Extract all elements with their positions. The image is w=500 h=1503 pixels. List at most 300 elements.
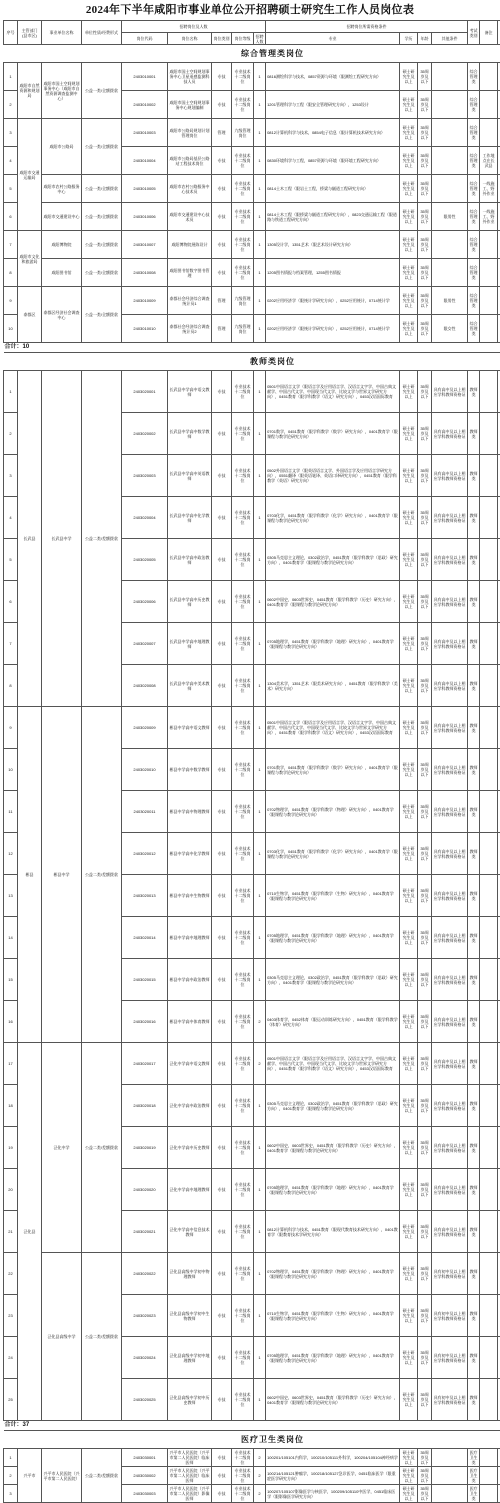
other-cell: 具有高中及以上相应学科教师资格证: [432, 791, 468, 833]
remark-cell: [480, 1085, 498, 1127]
post-cell: 泾化县高级中学初中物理教师: [168, 1253, 212, 1295]
category-cell: 专技: [212, 1337, 232, 1379]
category-cell: 专技: [212, 1485, 232, 1503]
post-cell: 咸阳图书馆数字图书管理: [168, 259, 212, 287]
remark-cell: [480, 119, 498, 147]
section-header-row: [4, 45, 500, 63]
seq-cell: 18: [4, 1085, 18, 1127]
education-cell: 硕士研究生及以上: [400, 1253, 418, 1295]
education-cell: 硕士研究生及以上: [400, 1485, 418, 1503]
post-cell: 泾化中学高中信息技术教师: [168, 1211, 212, 1253]
major-cell: 0702物理学，0451教育（限学科教学（物理）研究方向），0401教育学（限课程与教学论研究方向）: [266, 1253, 400, 1295]
seq-cell: 1: [4, 1449, 18, 1467]
code-cell: 2403010008: [122, 259, 168, 287]
category-cell: 专技: [212, 1085, 232, 1127]
other-cell: [432, 91, 468, 119]
post-cell: 兴平市人民医院（兴平市第二人民医院）影像医师: [168, 1485, 212, 1503]
seq-cell: 6: [4, 203, 18, 231]
other-cell: 具有初中及以上相应学科教师资格证: [432, 1295, 468, 1337]
count-cell: 1: [254, 749, 266, 791]
code-cell: 2403010001: [122, 63, 168, 91]
post-cell: 咸阳市公路局基层公路站工程技术岗位: [168, 147, 212, 175]
seq-cell: 21: [4, 1211, 18, 1253]
other-cell: [432, 119, 468, 147]
major-cell: 1201管理科学与工程（限安全管理研究方向），1253设计: [266, 91, 400, 119]
other-cell: 具有高中及以上相应学科教师资格证: [432, 707, 468, 749]
exam-cell: 教师类: [468, 581, 480, 623]
exam-cell: 综合管理类: [468, 259, 480, 287]
exam-cell: 综合管理类: [468, 231, 480, 259]
major-cell: 0710生物学，0451教育（限学科教学（生物）研究方向），0401教育学（限课程与教学论研究方向）: [266, 1295, 400, 1337]
table-body: [4, 45, 500, 1503]
other-cell: 具有高中及以上相应学科教师资格证: [432, 917, 468, 959]
count-cell: 1: [254, 287, 266, 315]
funding-cell: 公益一类/全额拨款: [82, 259, 122, 287]
remark-cell: [480, 259, 498, 287]
post-cell: 彬县中学高中生物教师: [168, 875, 212, 917]
major-cell: 100207/105107影像医学与核医学，100209/105110中医学，0451临床医学（限影像医学研究方向）: [266, 1485, 400, 1503]
age-cell: 35周岁及以下: [418, 63, 432, 91]
seq-cell: 3: [4, 119, 18, 147]
other-cell: 具有高中及以上相应学科教师资格证: [432, 581, 468, 623]
unit-cell: 咸阳图书馆: [42, 259, 82, 287]
dept-cell: 咸阳市交通运输局: [18, 119, 42, 231]
seq-cell: 8: [4, 665, 18, 707]
remark-cell: [480, 1379, 498, 1421]
unit-cell: 咸阳市国土空间规划事务中心（咸阳市自然资源调查监测中心）: [42, 63, 82, 119]
funding-cell: 公益二类/差额拨款: [82, 1253, 122, 1421]
education-cell: 硕士研究生及以上: [400, 413, 418, 455]
post-cell: 咸阳市国土空间规划事务中心规划编制: [168, 91, 212, 119]
major-cell: 0501中国语言文学（限语言学及应用语言学、汉语言文字学、中国古典文献学、中国古代文学、中国现当代文学、比较文学与世界文学研究方向），0451教育（限学科教学（语文）研究方向），0453汉语国际教育: [266, 707, 400, 749]
category-cell: 专技: [212, 455, 232, 497]
count-cell: 2: [254, 1001, 266, 1043]
age-cell: 35周岁及以下: [418, 833, 432, 875]
count-cell: 2: [254, 1485, 266, 1503]
level-cell: 九级管理岗位: [232, 315, 254, 343]
age-cell: 35周岁及以下: [418, 581, 432, 623]
code-cell: 2403020006: [122, 581, 168, 623]
remark-cell: [480, 539, 498, 581]
major-cell: 0202应用经济学（限统计学研究方向），0252应用统计，0714统计学: [266, 315, 400, 343]
post-cell: 咸阳市公路局规划计划管理岗位: [168, 119, 212, 147]
unit-cell: 咸阳市农村公路服务中心: [42, 175, 82, 203]
category-cell: 专技: [212, 1449, 232, 1467]
category-cell: 专技: [212, 371, 232, 413]
remark-cell: 一线施工、野外作业: [480, 175, 498, 203]
level-cell: 专业技术十二级岗位: [232, 539, 254, 581]
code-cell: 2403020012: [122, 833, 168, 875]
header-remark: 备注: [480, 21, 498, 45]
post-cell: 泾化中学高中政治教师: [168, 1085, 212, 1127]
page-title: 2024年下半年咸阳市事业单位公开招聘硕士研究生工作人员岗位表: [0, 0, 500, 20]
exam-cell: 教师类: [468, 959, 480, 1001]
education-cell: 硕士研究生及以上: [400, 875, 418, 917]
age-cell: 35周岁及以下: [418, 1085, 432, 1127]
seq-cell: 10: [4, 315, 18, 343]
exam-cell: 综合管理类: [468, 203, 480, 231]
count-cell: 1: [254, 959, 266, 1001]
category-cell: 专技: [212, 749, 232, 791]
remark-cell: [480, 917, 498, 959]
remark-cell: [480, 707, 498, 749]
header-group-requirements: 招聘岗位所需资格条件: [266, 21, 468, 33]
code-cell: 2403020003: [122, 455, 168, 497]
level-cell: 专业技术十二级岗位: [232, 791, 254, 833]
post-cell: 彬县中学高中物理教师: [168, 791, 212, 833]
post-cell: 泾化中学高中语文教师: [168, 1043, 212, 1085]
total-row: [4, 343, 500, 353]
level-cell: 专业技术十二级岗位: [232, 1485, 254, 1503]
age-cell: 35周岁及以下: [418, 1379, 432, 1421]
code-cell: 2403020009: [122, 707, 168, 749]
dept-cell: 兴平市: [18, 1449, 42, 1503]
category-cell: 管理: [212, 315, 232, 343]
education-cell: 硕士研究生及以上: [400, 707, 418, 749]
major-cell: 0703化学，0451教育（限学科教学（化学）研究方向），0401教育学（限课程与教学论研究方向）: [266, 497, 400, 539]
count-cell: 1: [254, 315, 266, 343]
level-cell: 专业技术十二级岗位: [232, 749, 254, 791]
seq-cell: 11: [4, 791, 18, 833]
header-count: 招聘人数: [254, 33, 266, 45]
exam-cell: 教师类: [468, 1085, 480, 1127]
remark-cell: [480, 91, 498, 119]
level-cell: 专业技术十二级岗位: [232, 917, 254, 959]
positions-table: [3, 20, 500, 1503]
unit-cell: 泰都区经济社会调查中心: [42, 287, 82, 343]
unit-cell: 咸阳市交通建设中心: [42, 203, 82, 231]
funding-cell: 公益一类/全额拨款: [82, 63, 122, 119]
remark-cell: [480, 959, 498, 1001]
exam-cell: 教师类: [468, 1169, 480, 1211]
age-cell: 35周岁及以下: [418, 1001, 432, 1043]
category-cell: 专技: [212, 1379, 232, 1421]
count-cell: 1: [254, 623, 266, 665]
seq-cell: 22: [4, 1253, 18, 1295]
level-cell: 专业技术十二级岗位: [232, 413, 254, 455]
category-cell: 专技: [212, 1467, 232, 1485]
code-cell: 2403020022: [122, 1253, 168, 1295]
post-cell: 彬县中学高中政治教师: [168, 959, 212, 1001]
major-cell: 0502外国语言文学（限英语语言文学、外国语言学及应用语言学研究方向），0551翻译（限英语笔译、英语口译研究方向），0451教育（限学科教学（英语）研究方向）: [266, 455, 400, 497]
education-cell: 硕士研究生及以上: [400, 791, 418, 833]
header-post: 岗位名称: [168, 33, 212, 45]
post-cell: 泰都社会经济综合调查统计员1: [168, 287, 212, 315]
level-cell: 专业技术十二级岗位: [232, 203, 254, 231]
exam-cell: 教师类: [468, 707, 480, 749]
category-cell: 专技: [212, 91, 232, 119]
level-cell: 九级管理岗位: [232, 287, 254, 315]
education-cell: 硕士研究生及以上: [400, 623, 418, 665]
seq-cell: 6: [4, 581, 18, 623]
code-cell: 2403020019: [122, 1127, 168, 1169]
total-row: [4, 1421, 500, 1431]
count-cell: 1: [254, 175, 266, 203]
category-cell: 专技: [212, 581, 232, 623]
code-cell: 2403020021: [122, 1211, 168, 1253]
post-cell: 泾化县高级中学初中历史教师: [168, 1379, 212, 1421]
category-cell: 专技: [212, 1127, 232, 1169]
dept-cell: 泾化县: [18, 1043, 42, 1421]
dept-cell: 咸阳市文化和旅游局: [18, 231, 42, 287]
seq-cell: 9: [4, 707, 18, 749]
section-header-row: [4, 1431, 500, 1449]
remark-cell: [480, 623, 498, 665]
education-cell: 硕士研究生及以上: [400, 315, 418, 343]
other-cell: 限男性: [432, 287, 468, 315]
education-cell: 硕士研究生及以上: [400, 231, 418, 259]
level-cell: 专业技术十二级岗位: [232, 1085, 254, 1127]
exam-cell: 教师类: [468, 875, 480, 917]
exam-cell: 教师类: [468, 665, 480, 707]
other-cell: [432, 175, 468, 203]
level-cell: 专业技术十二级岗位: [232, 175, 254, 203]
other-cell: 具有高中及以上相应学科教师资格证: [432, 413, 468, 455]
exam-cell: 医疗卫生类: [468, 1449, 480, 1467]
category-cell: 专技: [212, 63, 232, 91]
dept-cell: 泰都区: [18, 287, 42, 343]
major-cell: 0403体育学，0452体育（限运动训练研究方向），0451教育（限学科教学（体育）研究方向）: [266, 1001, 400, 1043]
post-cell: 咸阳博物院展陈设计: [168, 231, 212, 259]
education-cell: 硕士研究生及以上: [400, 91, 418, 119]
section-total: 合计：10: [4, 343, 500, 353]
age-cell: 35周岁及以下: [418, 371, 432, 413]
funding-cell: 公益一类/全额拨款: [82, 231, 122, 259]
remark-cell: [480, 791, 498, 833]
count-cell: 1: [254, 665, 266, 707]
funding-cell: 公益一类/全额拨款: [82, 119, 122, 175]
section-header-row: [4, 353, 500, 371]
count-cell: 2: [254, 1467, 266, 1485]
remark-cell: [480, 497, 498, 539]
level-cell: 专业技术十二级岗位: [232, 1379, 254, 1421]
funding-cell: 公益一类/全额拨款: [82, 175, 122, 203]
exam-cell: 教师类: [468, 1253, 480, 1295]
other-cell: 具有高中及以上相应学科教师资格证: [432, 1211, 468, 1253]
count-cell: 1: [254, 1253, 266, 1295]
level-cell: 专业技术十二级岗位: [232, 665, 254, 707]
seq-cell: 23: [4, 1295, 18, 1337]
code-cell: 2403020023: [122, 1295, 168, 1337]
category-cell: 专技: [212, 539, 232, 581]
remark-cell: 一线施工、野外作业: [480, 203, 498, 231]
count-cell: 1: [254, 875, 266, 917]
code-cell: 2403020014: [122, 917, 168, 959]
other-cell: 具有高中及以上相应学科教师资格证: [432, 1127, 468, 1169]
unit-cell: 咸阳博物院: [42, 231, 82, 259]
education-cell: 硕士研究生及以上: [400, 539, 418, 581]
education-cell: 硕士研究生及以上: [400, 259, 418, 287]
category-cell: 专技: [212, 959, 232, 1001]
level-cell: 专业技术十二级岗位: [232, 833, 254, 875]
major-cell: 0814土木工程（限岩土工程，桥梁与隧道工程研究方向）: [266, 175, 400, 203]
major-cell: 0202应用经济学（限统计学研究方向），0252应用统计，0714统计学: [266, 287, 400, 315]
other-cell: 具有高中及以上相应学科教师资格证: [432, 833, 468, 875]
code-cell: 2403020008: [122, 665, 168, 707]
exam-cell: 教师类: [468, 413, 480, 455]
exam-cell: 教师类: [468, 1127, 480, 1169]
other-cell: [432, 63, 468, 91]
code-cell: 2403020018: [122, 1085, 168, 1127]
education-cell: 硕士研究生及以上: [400, 665, 418, 707]
table-row: [4, 203, 500, 231]
age-cell: 35周岁及以下: [418, 959, 432, 1001]
section-title: 医疗卫生类岗位: [4, 1431, 500, 1449]
table-row: [4, 175, 500, 203]
category-cell: 专技: [212, 791, 232, 833]
code-cell: 2403010005: [122, 175, 168, 203]
education-cell: 硕士研究生及以上: [400, 455, 418, 497]
education-cell: 硕士研究生及以上: [400, 1467, 418, 1485]
code-cell: 2403020002: [122, 413, 168, 455]
age-cell: 35周岁及以下: [418, 259, 432, 287]
seq-cell: 5: [4, 539, 18, 581]
category-cell: 专技: [212, 147, 232, 175]
age-cell: 35周岁及以下: [418, 1467, 432, 1485]
seq-cell: 1: [4, 371, 18, 413]
post-cell: 泰都社会经济综合调查统计员2: [168, 315, 212, 343]
level-cell: 专业技术十二级岗位: [232, 1211, 254, 1253]
seq-cell: 4: [4, 147, 18, 175]
major-cell: 0305马克思主义理论，0302政治学，0451教育（限学科教学（思政）研究方向），0401教育学（限课程与教学论研究方向）: [266, 539, 400, 581]
section-total: 合计：37: [4, 1421, 500, 1431]
funding-cell: 公益二类/差额拨款: [82, 371, 122, 707]
header-major: 专业: [266, 33, 400, 45]
major-cell: 0501中国语言文学（限语言学及应用语言学、汉语言文字学、中国古典文献学、中国古代文学、中国现当代文学、比较文学与世界文学研究方向），0451教育（限学科教学（语文）研究方向），0453汉语国际教育: [266, 1043, 400, 1085]
seq-cell: 3: [4, 1485, 18, 1503]
age-cell: 35周岁及以下: [418, 413, 432, 455]
age-cell: 35周岁及以下: [418, 1337, 432, 1379]
count-cell: 1: [254, 833, 266, 875]
post-cell: 咸阳市国土空间规划事务中心卫星遥感监测科技人员: [168, 63, 212, 91]
education-cell: 硕士研究生及以上: [400, 581, 418, 623]
age-cell: 35周岁及以下: [418, 455, 432, 497]
remark-cell: [480, 1449, 498, 1467]
table-row: [4, 1043, 500, 1085]
other-cell: 具有初中及以上相应学科教师资格证: [432, 1337, 468, 1379]
count-cell: 1: [254, 917, 266, 959]
age-cell: 35周岁及以下: [418, 791, 432, 833]
code-cell: 2403020020: [122, 1169, 168, 1211]
remark-cell: [480, 455, 498, 497]
post-cell: 彬县中学高中体育教师: [168, 1001, 212, 1043]
code-cell: 2403020025: [122, 1379, 168, 1421]
other-cell: [432, 259, 468, 287]
other-cell: 具有高中及以上相应学科教师资格证: [432, 1169, 468, 1211]
major-cell: 0814土木工程（限桥梁与隧道工程研究方向），0823交通运输工程（限道路与铁道工程研究方向）: [266, 203, 400, 231]
level-cell: 专业技术十二级岗位: [232, 623, 254, 665]
category-cell: 专技: [212, 1211, 232, 1253]
code-cell: 2403010007: [122, 231, 168, 259]
remark-cell: [480, 581, 498, 623]
seq-cell: 16: [4, 1001, 18, 1043]
other-cell: [432, 1449, 468, 1467]
table-row: [4, 707, 500, 749]
exam-cell: 教师类: [468, 1337, 480, 1379]
education-cell: 硕士研究生及以上: [400, 497, 418, 539]
major-cell: 0812计算机科学与技术，0854电子信息（限计算机技术研究方向）: [266, 119, 400, 147]
other-cell: 限女性: [432, 315, 468, 343]
level-cell: 专业技术十二级岗位: [232, 455, 254, 497]
remark-cell: [480, 833, 498, 875]
category-cell: 专技: [212, 1001, 232, 1043]
seq-cell: 1: [4, 63, 18, 91]
other-cell: [432, 1485, 468, 1503]
exam-cell: 教师类: [468, 497, 480, 539]
age-cell: 35周岁及以下: [418, 1169, 432, 1211]
exam-cell: 教师类: [468, 1211, 480, 1253]
level-cell: 专业技术十二级岗位: [232, 371, 254, 413]
remark-cell: [480, 1467, 498, 1485]
code-cell: 2403020015: [122, 959, 168, 1001]
education-cell: 硕士研究生及以上: [400, 1085, 418, 1127]
code-cell: 2403030002: [122, 1467, 168, 1485]
dept-cell: 长武县: [18, 371, 42, 707]
post-cell: 彬县中学高中化学教师: [168, 833, 212, 875]
seq-cell: 2: [4, 91, 18, 119]
exam-cell: 综合管理类: [468, 175, 480, 203]
post-cell: 长武县中学高中美术教师: [168, 665, 212, 707]
count-cell: 1: [254, 231, 266, 259]
header-other: 其他条件: [432, 33, 468, 45]
category-cell: 专技: [212, 413, 232, 455]
other-cell: [432, 231, 468, 259]
other-cell: 具有高中及以上相应学科教师资格证: [432, 497, 468, 539]
exam-cell: 综合管理类: [468, 287, 480, 315]
education-cell: 硕士研究生及以上: [400, 371, 418, 413]
major-cell: 0705地理学，0451教育（限学科教学（地理）研究方向），0401教育学（限课程与教学论研究方向）: [266, 917, 400, 959]
table-row: [4, 287, 500, 315]
remark-cell: [480, 413, 498, 455]
code-cell: 2403010006: [122, 203, 168, 231]
level-cell: 专业技术十二级岗位: [232, 581, 254, 623]
education-cell: 硕士研究生及以上: [400, 959, 418, 1001]
post-cell: 彬县中学高中语文教师: [168, 707, 212, 749]
level-cell: 专业技术十二级岗位: [232, 1295, 254, 1337]
seq-cell: 8: [4, 259, 18, 287]
header-code: 岗位代码: [122, 33, 168, 45]
post-cell: 长武县中学高中历史教师: [168, 581, 212, 623]
level-cell: 专业技术十二级岗位: [232, 1449, 254, 1467]
major-cell: 0812计算机科学与技术，0451教育（限现代教育技术研究方向），0401教育学（限教育技术学研究方向）: [266, 1211, 400, 1253]
other-cell: 具有高中及以上相应学科教师资格证: [432, 749, 468, 791]
seq-cell: 2: [4, 413, 18, 455]
table-row: [4, 231, 500, 259]
seq-cell: 3: [4, 455, 18, 497]
code-cell: 2403010009: [122, 287, 168, 315]
remark-cell: [480, 287, 498, 315]
count-cell: 2: [254, 1449, 266, 1467]
category-cell: 专技: [212, 875, 232, 917]
count-cell: 1: [254, 791, 266, 833]
level-cell: 专业技术十二级岗位: [232, 1253, 254, 1295]
count-cell: 1: [254, 497, 266, 539]
age-cell: 35周岁及以下: [418, 315, 432, 343]
funding-cell: 公益二类/差额拨款: [82, 1449, 122, 1503]
age-cell: 35周岁及以下: [418, 539, 432, 581]
major-cell: 0305马克思主义理论，0302政治学，0451教育（限学科教学（思政）研究方向），0401教育学（限课程与教学论研究方向）: [266, 959, 400, 1001]
funding-cell: 公益一类/全额拨款: [82, 287, 122, 343]
major-cell: 0705地理学，0451教育（限学科教学（地理）研究方向），0401教育学（限课程与教学论研究方向）: [266, 1337, 400, 1379]
category-cell: 专技: [212, 833, 232, 875]
age-cell: 35周岁及以下: [418, 623, 432, 665]
level-cell: 专业技术十二级岗位: [232, 231, 254, 259]
other-cell: 具有高中及以上相应学科教师资格证: [432, 665, 468, 707]
post-cell: 长武县中学高中数学教师: [168, 413, 212, 455]
age-cell: 35周岁及以下: [418, 1449, 432, 1467]
level-cell: 专业技术十二级岗位: [232, 959, 254, 1001]
header-cat: 岗位类别: [212, 33, 232, 45]
